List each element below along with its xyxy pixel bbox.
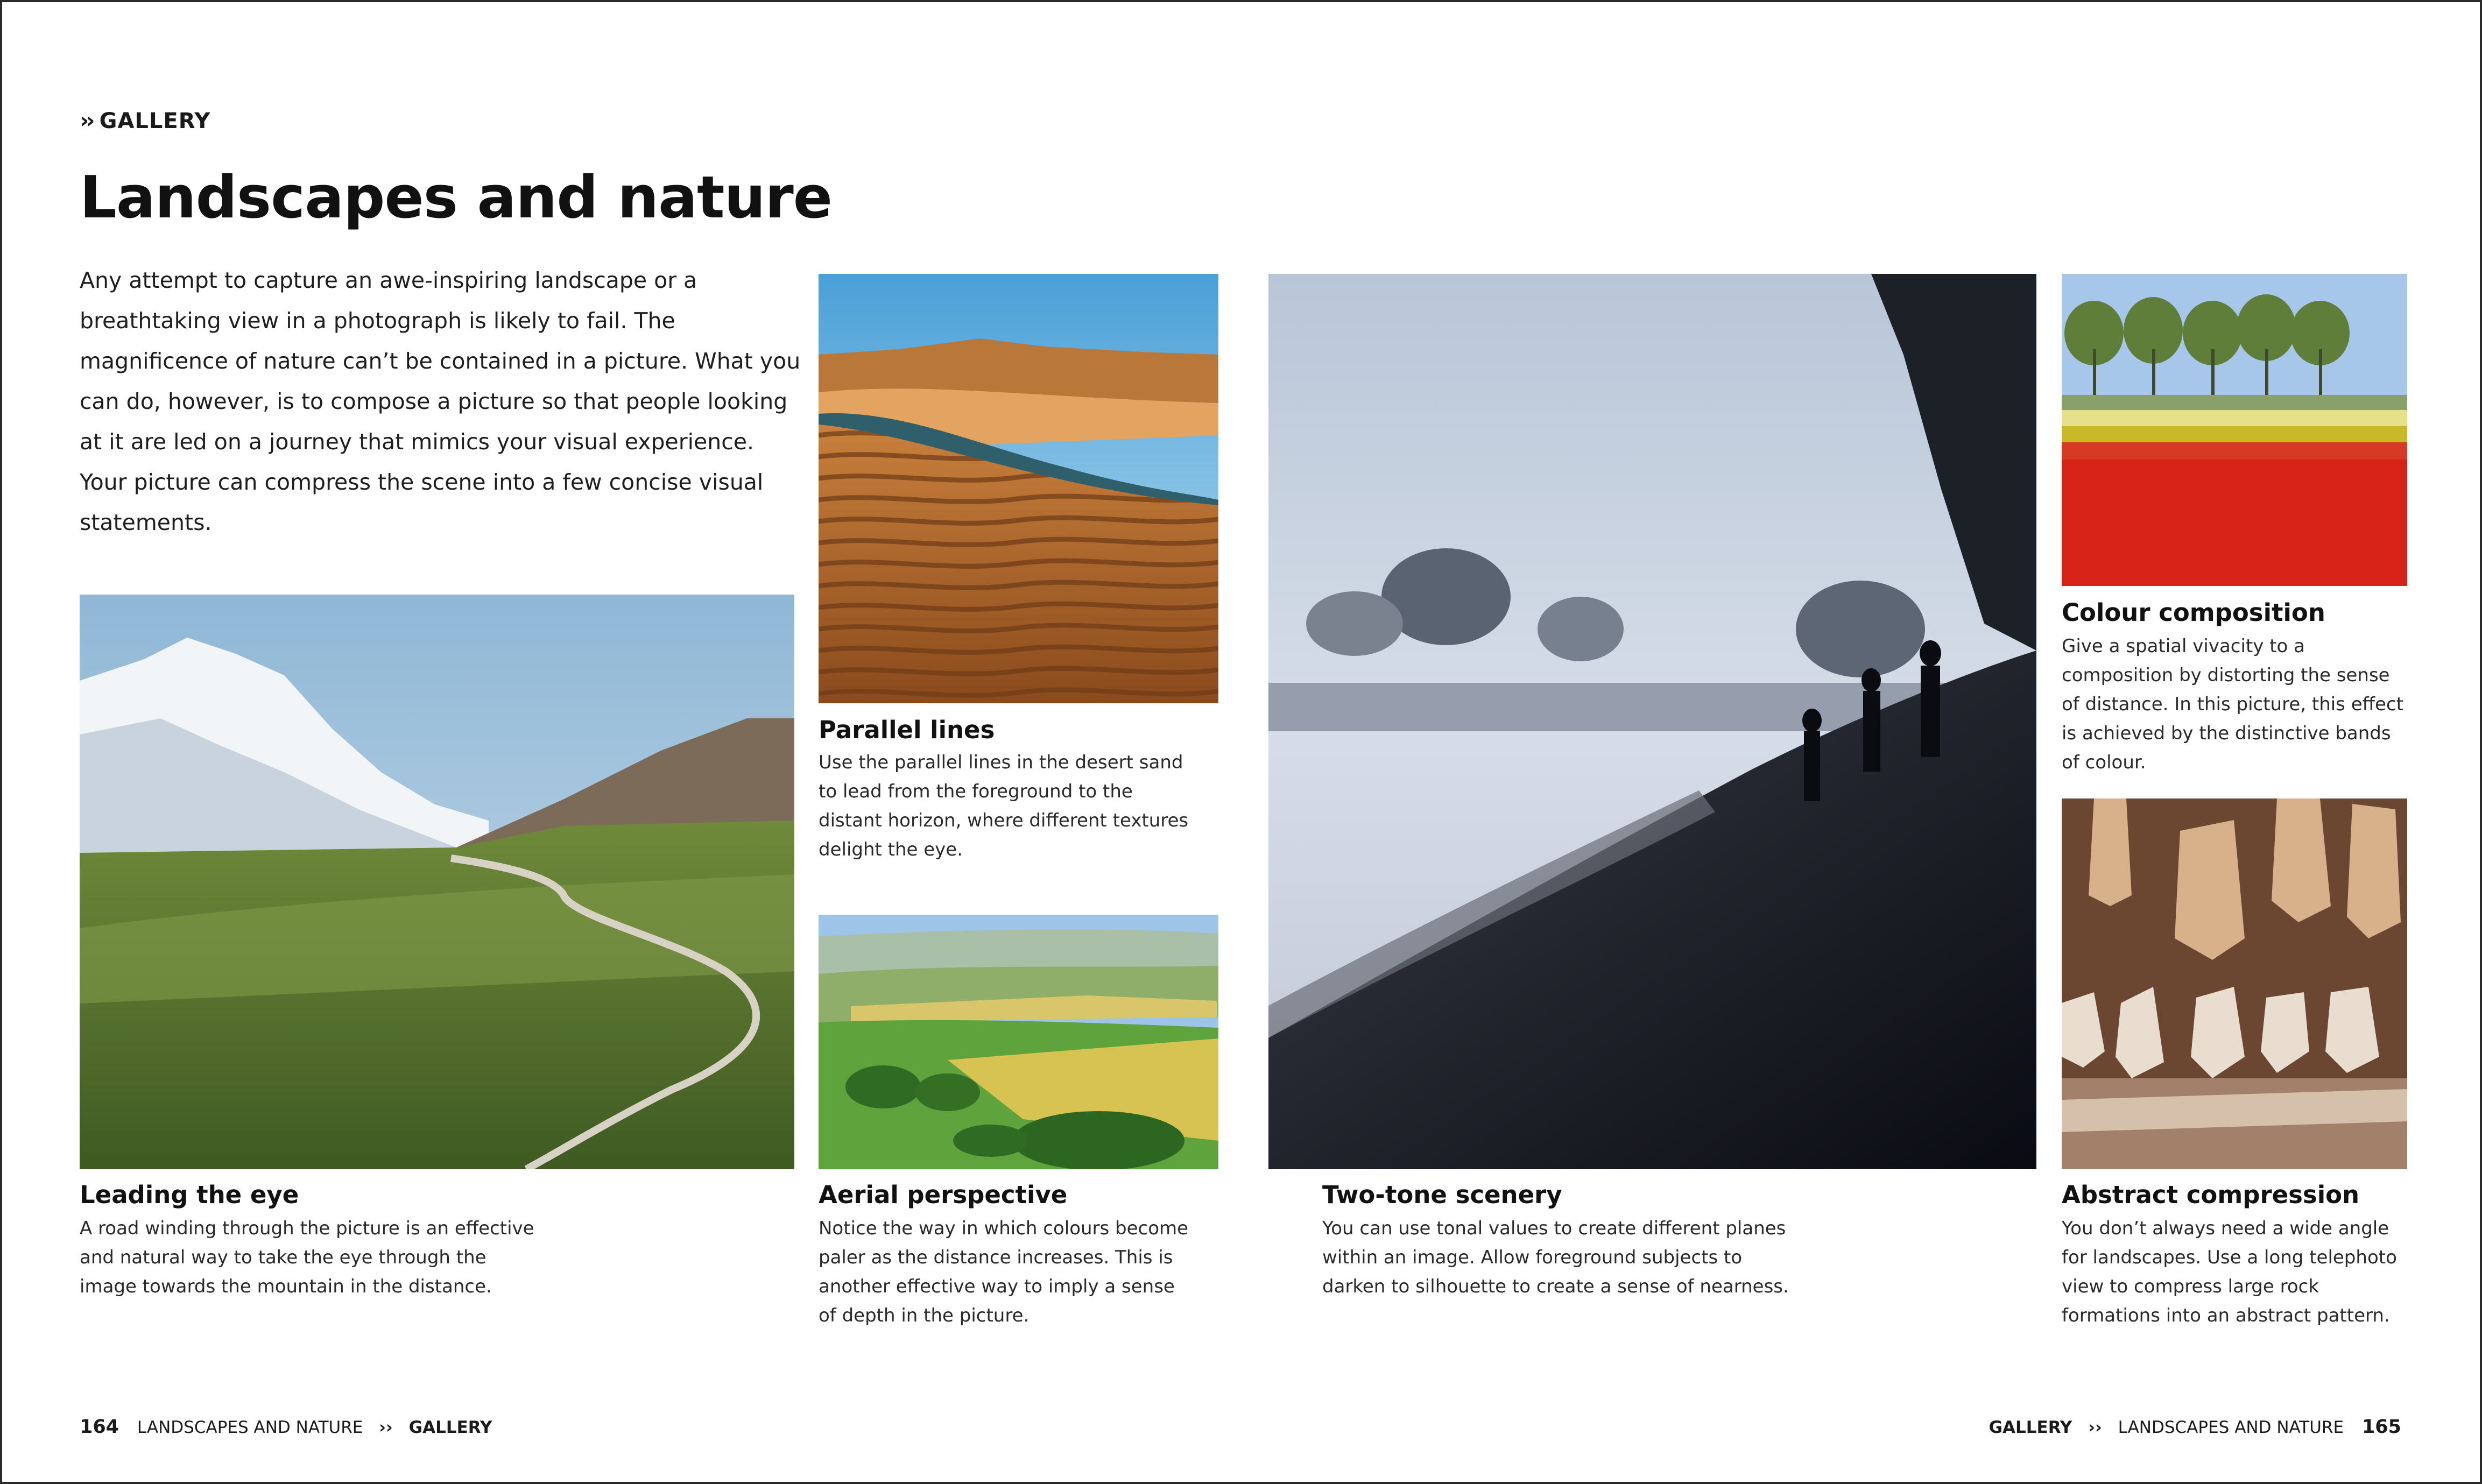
mountain-road-image <box>80 595 794 1169</box>
page-title: Landscapes and nature <box>80 164 832 231</box>
section-label-text: GALLERY <box>99 109 211 133</box>
caption-title-abstract-compression: Abstract compression <box>2062 1181 2360 1209</box>
double-chevron-icon: ›› <box>379 1418 393 1437</box>
left-section-name: GALLERY <box>408 1418 492 1437</box>
double-chevron-icon: ›› <box>2088 1418 2102 1437</box>
misty-riverbank-photo <box>1268 274 2036 1169</box>
caption-title-parallel-lines: Parallel lines <box>819 716 995 744</box>
rock-formations-photo <box>2062 798 2407 1169</box>
misty-riverbank-image <box>1268 274 2036 1169</box>
caption-text-leading-eye: A road winding through the picture is an effective and natural way to take the eye through the image towards the mountain in the distance. <box>80 1218 534 1297</box>
caption-title-leading-eye: Leading the eye <box>80 1181 299 1209</box>
caption-text-aerial-perspective: Notice the way in which colours become paler as the distance increases. This is another effective way to imply a sense of depth in the picture. <box>819 1218 1189 1326</box>
caption-text-abstract-compression: You don’t always need a wide angle for landscapes. Use a long telephoto view to compress large rock formations into an abstract pattern. <box>2062 1218 2397 1326</box>
mountain-road-photo <box>80 595 794 1169</box>
desert-dunes-photo <box>819 274 1218 703</box>
left-page-number: 164 <box>80 1416 119 1438</box>
caption-title-colour-composition: Colour composition <box>2062 598 2325 627</box>
green-fields-image <box>819 915 1218 1169</box>
right-page-number: 165 <box>2361 1416 2401 1438</box>
right-folio <box>1989 1416 2401 1438</box>
tulip-fields-image <box>2062 274 2407 586</box>
caption-text-two-tone: You can use tonal values to create different planes within an image. Allow foreground subjects to darken to silhouette to create a sense of nearness. <box>1322 1218 1789 1297</box>
green-fields-photo <box>819 915 1218 1169</box>
double-chevron-icon: ›› <box>80 107 92 133</box>
right-chapter-name: LANDSCAPES AND NATURE <box>2118 1418 2344 1437</box>
rock-formations-image <box>2062 798 2407 1169</box>
caption-title-aerial-perspective: Aerial perspective <box>819 1181 1068 1209</box>
caption-title-two-tone: Two-tone scenery <box>1322 1181 1562 1209</box>
caption-text-colour-composition: Give a spatial vivacity to a composition by distorting the sense of distance. In this picture, this effect is achieved by the distinctive bands of colour. <box>2062 635 2403 773</box>
right-section-name: GALLERY <box>1989 1418 2072 1437</box>
left-chapter-name: LANDSCAPES AND NATURE <box>137 1418 363 1437</box>
desert-dunes-image <box>819 274 1218 703</box>
tulip-fields-photo <box>2062 274 2407 586</box>
caption-text-parallel-lines: Use the parallel lines in the desert sand to lead from the foreground to the distant horizon, where different textures delight the eye. <box>819 752 1189 860</box>
section-label <box>80 107 210 133</box>
left-folio <box>80 1416 492 1438</box>
intro-paragraph: Any attempt to capture an awe-inspiring landscape or a breathtaking view in a photograph is likely to fail. The magnificence of nature can’t be contained in a picture. What you can do, however, is to compose a picture so that people looking at it are led on a journey that mimics your visual experience. Your picture can compress the scene into a few concise visual statements. <box>80 267 801 535</box>
